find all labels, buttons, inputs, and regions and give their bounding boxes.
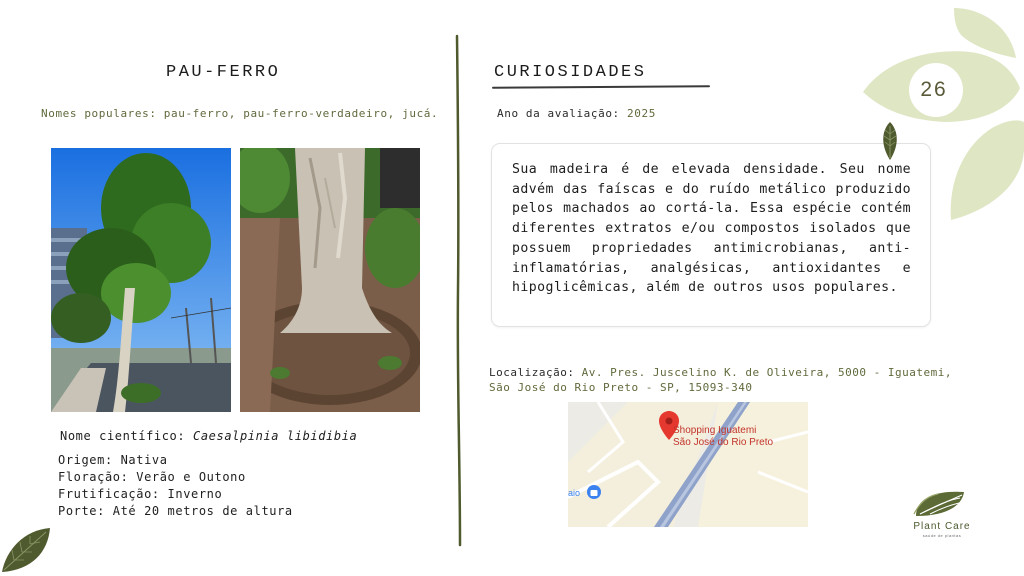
location-value: Av. Pres. Juscelino K. de Oliveira, 5000 - Iguatemi, São José do Rio Preto - SP, 15093-340	[489, 366, 952, 394]
evaluation-year	[497, 107, 656, 120]
year-label: Ano da avaliação:	[497, 107, 620, 120]
small-leaf-icon	[876, 120, 904, 162]
page-number: 26	[920, 78, 948, 101]
map-place-line1: Shopping Iguatemi	[673, 425, 757, 436]
fact-fruiting: Frutificação: Inverno	[58, 487, 223, 501]
curiosities-title: CURIOSIDADES	[494, 63, 647, 82]
map-place-line2: São José do Rio Preto	[673, 437, 774, 448]
species-title: PAU-FERRO	[166, 63, 281, 82]
leaf-decoration-icon	[860, 0, 1024, 230]
shopping-bag-icon	[587, 485, 601, 499]
plant-care-logo	[902, 486, 982, 542]
logo-name: Plant Care	[913, 521, 971, 532]
fact-size: Porte: Até 20 metros de altura	[58, 504, 293, 518]
leaf-decoration-icon	[0, 522, 56, 576]
curiosity-text: Sua madeira é de elevada densidade. Seu nome advém das faíscas e do ruído metálico produzido pelos machados ao cortá-la. Essa espécie contém diferentes extratos e/ou compostos isolados que possuem propriedades antimicrobianas, anti-inflamatórias, analgésicas, antioxidantes e hipoglicêmicas, além de outros usos populares.	[512, 162, 911, 296]
fact-origin: Origem: Nativa	[58, 453, 168, 467]
location-label: Localização:	[489, 366, 575, 379]
location-map[interactable]	[568, 402, 808, 527]
map-partial-label: aio	[568, 488, 581, 498]
logo-tagline: saúde de plantas	[922, 533, 962, 538]
fact-flowering: Floração: Verão e Outono	[58, 470, 246, 484]
scientific-label: Nome científico:	[60, 429, 186, 443]
scientific-value: Caesalpinia libidibia	[193, 429, 358, 443]
plant-care-logo-icon	[902, 486, 982, 520]
year-value: 2025	[627, 107, 656, 120]
popular-names: Nomes populares: pau-ferro, pau-ferro-verdadeiro, jucá.	[41, 107, 439, 120]
location	[489, 365, 977, 395]
